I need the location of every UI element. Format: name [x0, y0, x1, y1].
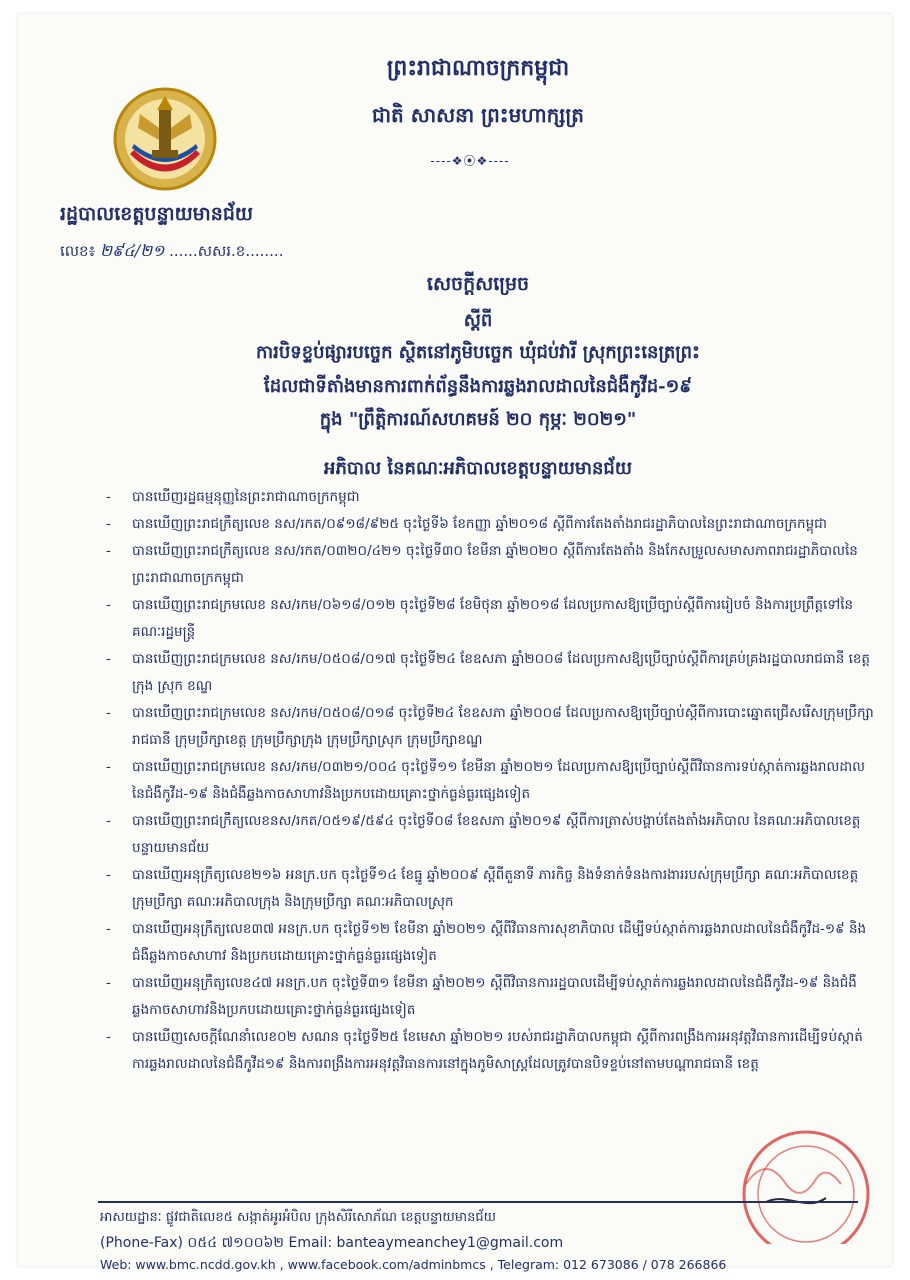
national-motto: ជាតិ សាសនា ព្រះមហាក្សត្រ	[372, 103, 584, 127]
list-item: - បានឃើញព្រះរាជក្រមលេខ នស/រកម/០៣២១/០០៤ ចុះថ្ងៃទី១១ ខែមីនា ឆ្នាំ២០២១ ដែលប្រកាសឱ្យប្រើច្បាប់ស្តីពីវិធានការទប់ស្កាត់ការឆ្លងរាលដាលនៃជំងឺកូវីដ-១៩ និងជំងឺឆ្លងកាចសាហាវនិងប្រកបដោយគ្រោះថ្នាក់ធ្ងន់ធ្ងរផ្សេងទៀត	[106, 754, 876, 808]
handwritten-number: ២៩៤	[99, 241, 135, 260]
handwritten-suffix: /២១	[134, 241, 165, 260]
list-item: - បានឃើញអនុក្រឹត្យលេខ២១៦ អនក្រ.បក ចុះថ្ងៃទី១៤ ខែធ្នូ ឆ្នាំ២០០៩ ស្តីពីតួនាទី ភារកិច្ច និងទំនាក់ទំនងការងាររបស់ក្រុមប្រឹក្សា គណៈអភិបាលខេត្ត ក្រុមប្រឹក្សា គណៈអភិបាលក្រុង និងក្រុមប្រឹក្សា គណៈអភិបាលស្រុក	[106, 862, 876, 916]
footer-divider	[98, 1201, 858, 1203]
footer-contact: (Phone-Fax) ០៥៤ ៧១០០៦២ Email: banteaymeanchey1@gmail.com	[100, 1235, 564, 1251]
reference-label: លេខ៖	[60, 242, 96, 260]
list-item: - បានឃើញសេចក្តីណែនាំលេខ០២ សណន ចុះថ្ងៃទី២៥ ខែមេសា ឆ្នាំ២០២១ របស់រាជរដ្ឋាភិបាលកម្ពុជា ស្តីពីការពង្រឹងការអនុវត្តវិធានការដើម្បីទប់ស្កាត់ការឆ្លងរាលដាលនៃជំងឺកូវីដ១៩ និងការពង្រឹងការអនុវត្តវិធានការនៅក្នុងភូមិសាស្ត្រដែលត្រូវបានបិទខ្ទប់នៅតាមបណ្តារាជធានី ខេត្ត	[106, 1024, 876, 1078]
legal-basis-list	[106, 484, 876, 1078]
title-line-1: ការបិទខ្ទប់ផ្សារបច្ចេក ស្ថិតនៅភូមិបច្ចេក ឃុំជប់វារី ស្រុកព្រះនេត្រព្រះ	[256, 342, 700, 363]
document-type: សេចក្តីសម្រេច	[426, 273, 530, 295]
title-line-3: ក្នុង "ព្រឹត្តិការណ៍សហគមន៍ ២០ កុម្ភៈ ២០២១"	[319, 409, 637, 430]
about-label: ស្តីពី	[463, 310, 493, 331]
list-item: - បានឃើញរដ្ឋធម្មនុញ្ញនៃព្រះរាជាណាចក្រកម្ពុជា	[106, 484, 876, 511]
document-page	[18, 14, 892, 1272]
kingdom-heading: ព្រះរាជាណាចក្រកម្ពុជា	[386, 55, 570, 81]
ornament-divider: ----❖⦿❖----	[430, 154, 510, 168]
list-item: - បានឃើញព្រះរាជក្រមលេខ នស/រកម/០៥០៨/០១៨ ចុះថ្ងៃទី២៤ ខែឧសភា ឆ្នាំ២០០៨ ដែលប្រកាសឱ្យប្រើច្បាប់ស្តីពីការបោះឆ្នោតជ្រើសរើសក្រុមប្រឹក្សារាជធានី ក្រុមប្រឹក្សាខេត្ត ក្រុមប្រឹក្សាក្រុង ក្រុមប្រឹក្សាស្រុក ក្រុមប្រឹក្សាខណ្ឌ	[106, 700, 876, 754]
list-item: - បានឃើញអនុក្រឹត្យលេខ៣៧ អនក្រ.បក ចុះថ្ងៃទី១២ ខែមីនា ឆ្នាំ២០២១ ស្តីពីវិធានការសុខាភិបាល ដើម្បីទប់ស្កាត់ការឆ្លងរាលដាលនៃជំងឺកូវីដ-១៩ និងជំងឺឆ្លងកាចសាហាវ និងប្រកបដោយគ្រោះថ្នាក់ធ្ងន់ធ្ងរផ្សេងទៀត	[106, 916, 876, 970]
title-line-2: ដែលជាទីតាំងមានការពាក់ព័ន្ធនឹងការឆ្លងរាលដាលនៃជំងឺកូវីដ-១៩	[263, 376, 693, 397]
reference-number	[60, 240, 283, 264]
footer-address: អាសយដ្ឋានៈ ផ្លូវជាតិលេខ៥ សង្កាត់អូរអំបិល ក្រុងសិរីសោភ័ណ ខេត្តបន្ទាយមានជ័យ	[100, 1210, 497, 1225]
royal-emblem-icon	[110, 84, 220, 194]
list-item: - បានឃើញអនុក្រឹត្យលេខ៤៧ អនក្រ.បក ចុះថ្ងៃទី៣១ ខែមីនា ឆ្នាំ២០២១ ស្តីពីវិធានការរដ្ឋបាលដើម្បីទប់ស្កាត់ការឆ្លងរាលដាលនៃជំងឺកូវីដ-១៩ និងជំងឺឆ្លងកាចសាហាវនិងប្រកបដោយគ្រោះថ្នាក់ធ្ងន់ធ្ងរផ្សេងទៀត	[106, 970, 876, 1024]
authority-heading: អភិបាល នៃគណៈអភិបាលខេត្តបន្ទាយមានជ័យ	[324, 458, 632, 479]
footer-web: Web: www.bmc.ncdd.gov.kh , www.facebook.com/adminbmcs , Telegram: 012 673086 / 078 266866	[100, 1257, 727, 1272]
list-item: - បានឃើញព្រះរាជក្រមលេខ នស/រកម/០៦១៨/០១២ ចុះថ្ងៃទី២៨ ខែមិថុនា ឆ្នាំ២០១៨ ដែលប្រកាសឱ្យប្រើច្បាប់ស្តីពីការរៀបចំ និងការប្រព្រឹត្តទៅនៃគណៈរដ្ឋមន្ត្រី	[106, 592, 876, 646]
issuing-authority: រដ្ឋបាលខេត្តបន្ទាយមានជ័យ	[60, 203, 253, 225]
list-item: - បានឃើញព្រះរាជក្រឹត្យលេខ នស/រកត/០៩១៨/៩២៥ ចុះថ្ងៃទី៦ ខែកញ្ញា ឆ្នាំ២០១៨ ស្តីពីការតែងតាំងរាជរដ្ឋាភិបាលនៃព្រះរាជាណាចក្រកម្ពុជា	[106, 511, 876, 538]
reference-code: ......សសរ.ខ........	[169, 242, 284, 260]
list-item: - បានឃើញព្រះរាជក្រឹត្យលេខ នស/រកត/០៣២០/៤២១ ចុះថ្ងៃទី៣០ ខែមីនា ឆ្នាំ២០២០ ស្តីពីការតែងតាំង និងកែសម្រួលសមាសភាពរាជរដ្ឋាភិបាលនៃព្រះរាជាណាចក្រកម្ពុជា	[106, 538, 876, 592]
list-item: - បានឃើញព្រះរាជក្រឹត្យលេខនស/រកត/០៥១៩/៥៩៤ ចុះថ្ងៃទី០៨ ខែឧសភា ឆ្នាំ២០១៩ ស្តីពីការត្រាស់បង្គាប់តែងតាំងអភិបាល នៃគណៈអភិបាលខេត្តបន្ទាយមានជ័យ	[106, 808, 876, 862]
list-item: - បានឃើញព្រះរាជក្រមលេខ នស/រកម/០៥០៨/០១៧ ចុះថ្ងៃទី២៤ ខែឧសភា ឆ្នាំ២០០៨ ដែលប្រកាសឱ្យប្រើច្បាប់ស្តីពីការគ្រប់គ្រងរដ្ឋបាលរាជធានី ខេត្ត ក្រុង ស្រុក ខណ្ឌ	[106, 646, 876, 700]
